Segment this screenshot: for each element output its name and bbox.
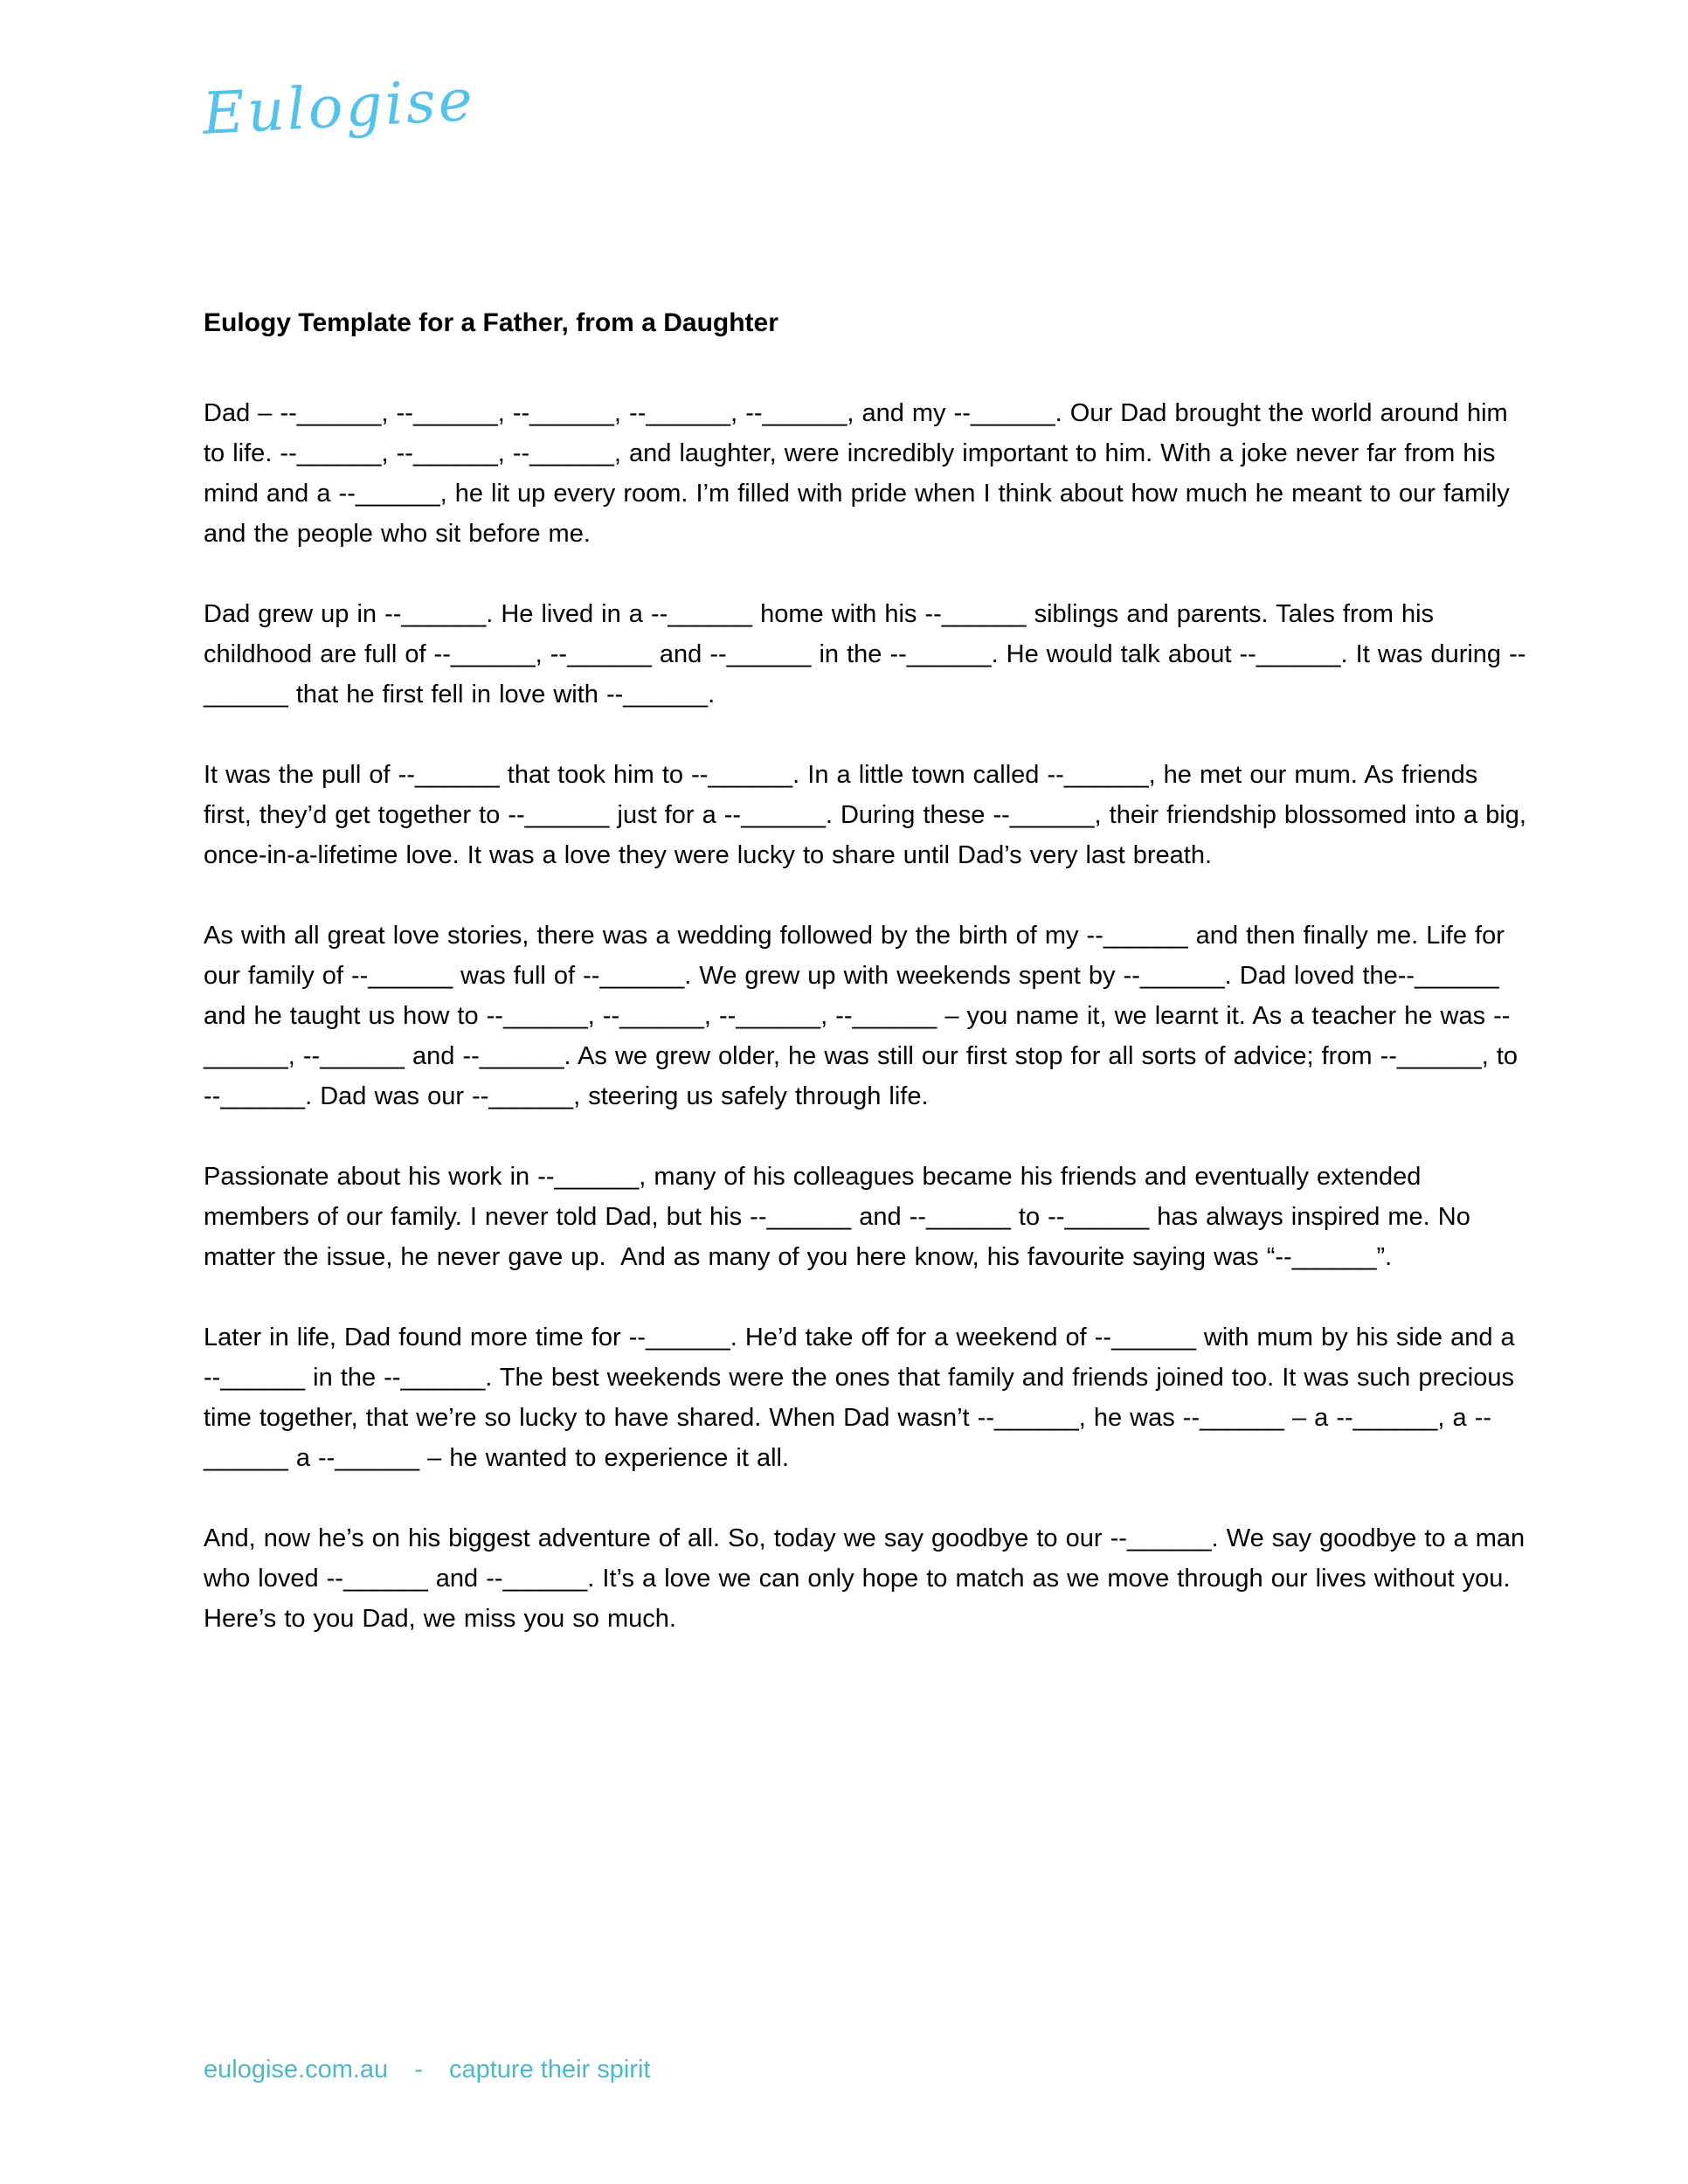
paragraph-meeting-mum: It was the pull of --______ that took him to --______. In a little town called --______, he met our mum. As friends first, they’d get together to --______ just for a --______. During these --______, their friendship blossomed into a big, once-in-a-lifetime love. It was a love they were lucky to share until Dad’s very last breath. <box>204 761 1535 869</box>
footer-url[interactable]: eulogise.com.au <box>204 2056 389 2084</box>
footer-tagline: capture their spirit <box>448 2056 651 2084</box>
paragraph-family-life: As with all great love stories, there was a wedding followed by the birth of my --______ and then finally me. Life for our family of --______ was full of --______. We grew up with weekends spent by --______. Dad loved the--______ and he taught us how to --______, --______, --______, --______ – you name it, we learnt it. As a teacher he was --______, --______ and --______. As we grew older, he was still our first stop for all sorts of advice; from --______, to --______. Dad was our --______, steering us safely through life. <box>204 922 1526 1110</box>
eulogise-logo: Eulogise <box>200 66 477 148</box>
page-title: Eulogy Template for a Father, from a Daughter <box>204 308 778 337</box>
paragraph-work: Passionate about his work in --______, many of his colleagues became his friends and eventually extended members of our family. I never told Dad, but his --______ and --______ to --______ has always inspired me. No matter the issue, he never gave up. And as many of you here know, his favourite saying was “--______”. <box>204 1163 1478 1271</box>
paragraph-intro: Dad – --______, --______, --______, --______, --______, and my --______. Our Dad brought the world around him to life. --______, --______, --______, and laughter, were incredibly important to him. With a joke never far from his mind and a --______, he lit up every room. I’m filled with pride when I think about how much he meant to our family and the people who sit before me. <box>204 399 1518 548</box>
footer-separator: - <box>414 2056 423 2084</box>
paragraph-goodbye: And, now he’s on his biggest adventure of all. So, today we say goodbye to our --______. We say goodbye to a man who loved --______ and --______. It’s a love we can only hope to match as we move through our lives without you. Here’s to you Dad, we miss you so much. <box>204 1524 1533 1633</box>
paragraph-later-life: Later in life, Dad found more time for --______. He’d take off for a weekend of --______ with mum by his side and a --______ in the --______. The best weekends were the ones that family and friends joined too. It was such precious time together, that we’re so lucky to have shared. When Dad wasn’t --______, he was --______ – a --______, a --______ a --______ – he wanted to experience it all. <box>204 1324 1523 1472</box>
eulogy-body <box>204 303 1535 1679</box>
footer <box>204 2055 650 2084</box>
paragraph-childhood: Dad grew up in --______. He lived in a --______ home with his --______ siblings and parents. Tales from his childhood are full of --______, --______ and --______ in the --______. He would talk about --______. It was during --______ that he first fell in love with --______. <box>204 600 1526 708</box>
